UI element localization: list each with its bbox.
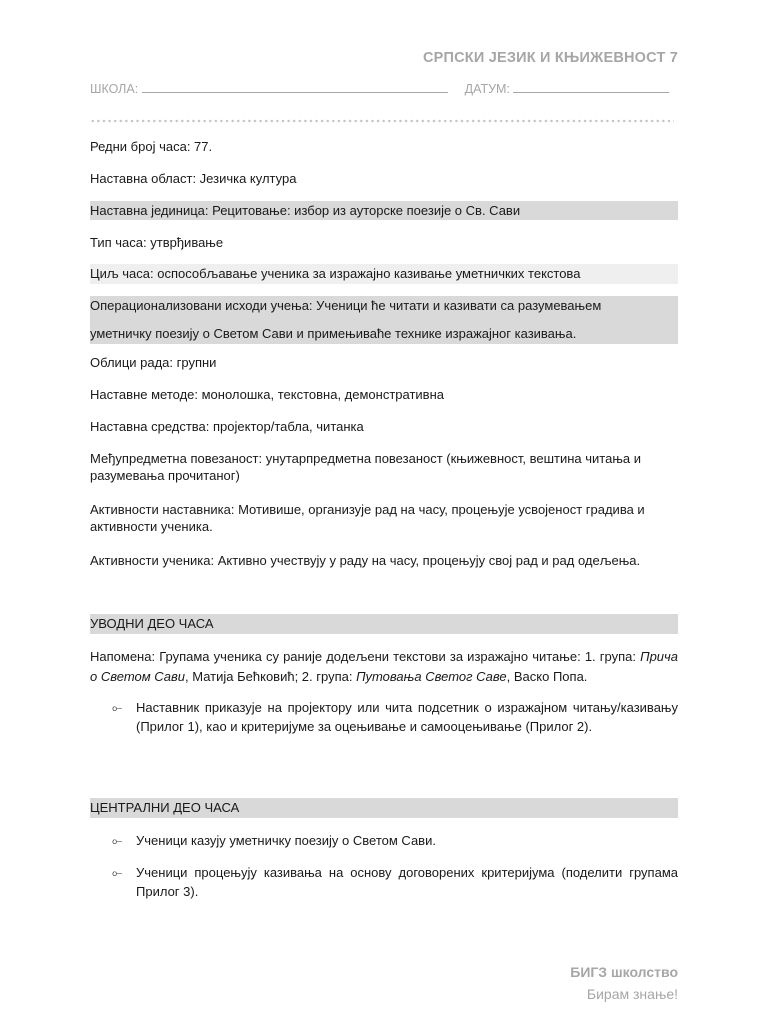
teaching-area: Наставна област: Језичка култура: [90, 171, 297, 186]
date-label: ДАТУМ:: [464, 82, 510, 96]
publisher-brand: БИГЗ школство: [570, 964, 678, 980]
outcomes-line-2: уметничку поезију о Светом Сави и примењиваће технике изражајног казивања.: [90, 326, 577, 341]
teaching-methods: Наставне методе: монолошка, текстовна, демонстративна: [90, 387, 444, 402]
list-item-text: Наставник приказује на пројектору или чита подсетник о изражајном читању/казивању (Прилог 1), као и критеријуме за оцењивање и самооцењивање (Прилог 2).: [136, 700, 678, 734]
lesson-number: Редни број часа: 77.: [90, 139, 213, 154]
teacher-activities: Активности наставника: Мотивише, организује рад на часу, процењује усвојеност градива и активности ученика.: [90, 502, 645, 534]
teaching-unit: Наставна јединица: Рецитовање: избор из ауторске поезије о Св. Сави: [90, 201, 678, 220]
central-heading: ЦЕНТРАЛНИ ДЕО ЧАСА: [90, 798, 678, 818]
school-date-row: [90, 80, 678, 96]
outcomes-line-1: Операционализовани исходи учења: Ученици ће читати и казивати са разумевањем: [90, 298, 602, 313]
school-label: ШКОЛА:: [90, 82, 139, 96]
publisher-slogan: Бирам знање!: [586, 986, 678, 1002]
intro-note-title-2: Путовања Светог Саве: [356, 669, 507, 684]
student-activities: Активности ученика: Активно учествују у раду на часу, процењују свој рад и рад одељења.: [90, 553, 641, 568]
intro-note-mid: , Матија Бећковић; 2. група:: [185, 669, 357, 684]
intro-note-title-1: Прича о Светом Сави: [90, 649, 678, 684]
arrow-bullet-icon: ⟜: [112, 865, 123, 880]
date-field-line: [513, 80, 669, 93]
school-field-line: [142, 80, 448, 93]
list-item-text: Ученици казују уметничку поезију о Светом Сави.: [136, 833, 436, 848]
intro-note-prefix: Напомена: Групама ученика су раније додељени текстови за изражајно читање: 1. група:: [90, 649, 637, 664]
arrow-bullet-icon: ⟜: [112, 833, 123, 848]
list-item-text: Ученици процењују казивања на основу договорених критеријума (поделити групама Прилог 3).: [136, 865, 678, 899]
lesson-type: Тип часа: утврђивање: [90, 235, 224, 250]
page-title: СРПСКИ ЈЕЗИК И КЊИЖЕВНОСТ 7: [422, 50, 678, 66]
teaching-resources: Наставна средства: пројектор/табла, читанка: [90, 419, 364, 434]
intro-note-suffix: , Васко Попа.: [506, 669, 588, 684]
work-forms: Облици рада: групни: [90, 355, 217, 370]
dotted-divider: [90, 118, 674, 124]
intro-heading: УВОДНИ ДЕО ЧАСА: [90, 614, 678, 634]
arrow-bullet-icon: ⟜: [112, 700, 123, 715]
lesson-goal: Циљ часа: оспособљавање ученика за изражајно казивање уметничких текстова: [90, 264, 678, 284]
intro-note: [90, 647, 678, 687]
cross-curricular: Међупредметна повезаност: унутарпредметна повезаност (књижевност, вештина читања и разумевања прочитаног): [90, 451, 642, 483]
